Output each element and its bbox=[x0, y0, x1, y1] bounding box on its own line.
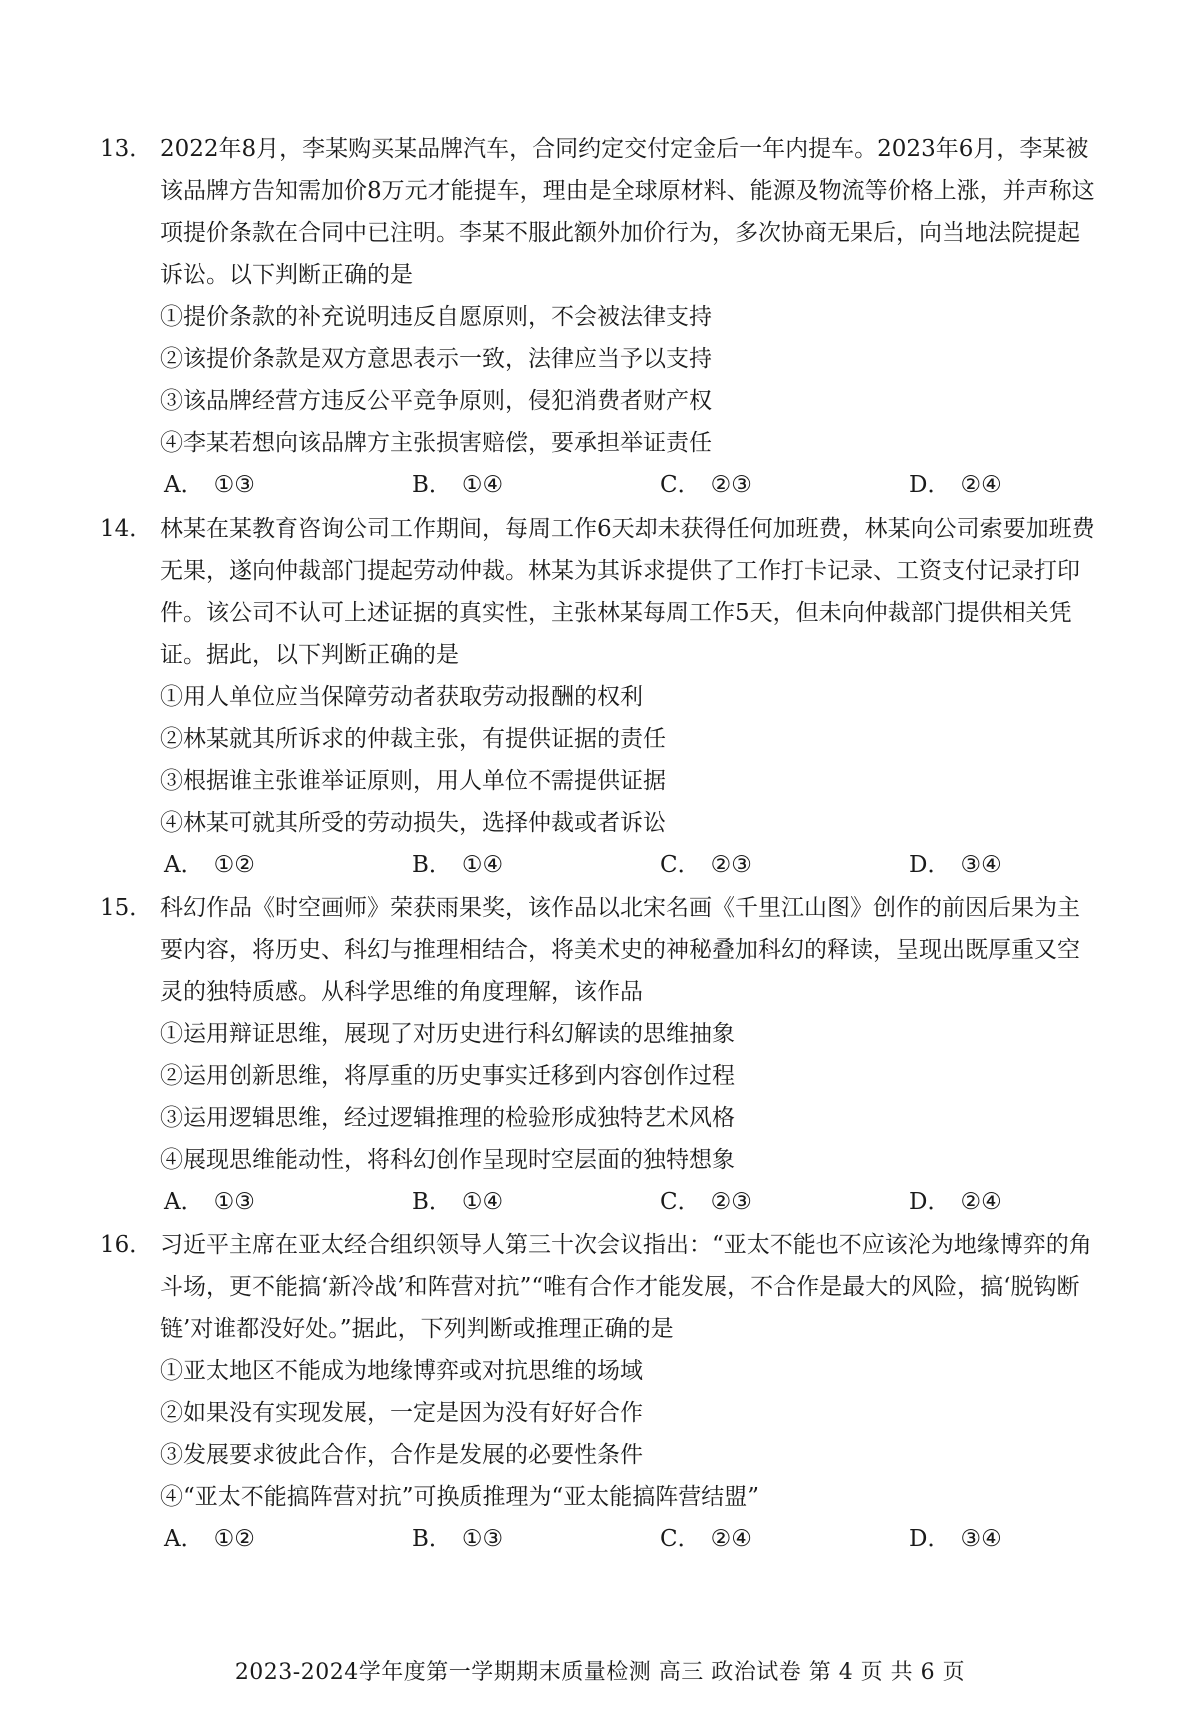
question-stem: 习近平主席在亚太经合组织领导人第三十次会议指出：“亚太不能也不应该沦为地缘博弈的角斗场，更不能搞‘新冷战’和阵营对抗”“唯有合作才能发展，不合作是最大的风险，搞‘脱钩断链’对谁都没好处。”据此，下列判断或推理正确的是 bbox=[160, 1232, 1092, 1342]
statement-2: ②如果没有实现发展，一定是因为没有好好合作 bbox=[160, 1400, 643, 1426]
statement-1: ①提价条款的补充说明违反自愿原则，不会被法律支持 bbox=[160, 304, 712, 330]
statement-1: ①运用辩证思维，展现了对历史进行科幻解读的思维抽象 bbox=[160, 1021, 735, 1047]
question-15 bbox=[100, 887, 1100, 1223]
statement-2: ②林某就其所诉求的仲裁主张，有提供证据的责任 bbox=[160, 726, 666, 752]
statement-4: ④林某可就其所受的劳动损失，选择仲裁或者诉讼 bbox=[160, 810, 666, 836]
choice-c[interactable]: C． ②③ bbox=[660, 852, 752, 878]
choice-b[interactable]: B． ①④ bbox=[412, 472, 504, 498]
choice-d[interactable]: D． ②④ bbox=[909, 472, 1002, 498]
statement-1: ①亚太地区不能成为地缘博弈或对抗思维的场域 bbox=[160, 1358, 643, 1384]
answer-choices bbox=[164, 464, 1100, 506]
statement-4: ④“亚太不能搞阵营对抗”可换质推理为“亚太能搞阵营结盟” bbox=[160, 1484, 760, 1510]
statement-3: ③发展要求彼此合作，合作是发展的必要性条件 bbox=[160, 1442, 643, 1468]
question-stem: 科幻作品《时空画师》荣获雨果奖，该作品以北宋名画《千里江山图》创作的前因后果为主要内容，将历史、科幻与推理相结合，将美术史的神秘叠加科幻的释读，呈现出既厚重又空灵的独特质感。从科学思维的角度理解，该作品 bbox=[160, 895, 1080, 1005]
answer-choices bbox=[164, 1518, 1100, 1560]
choice-b[interactable]: B． ①③ bbox=[412, 1526, 504, 1552]
choice-c[interactable]: C． ②③ bbox=[660, 472, 752, 498]
question-number: 16． bbox=[100, 1232, 153, 1258]
statement-1: ①用人单位应当保障劳动者获取劳动报酬的权利 bbox=[160, 684, 643, 710]
choice-b[interactable]: B． ①④ bbox=[412, 1189, 504, 1215]
question-stem: 林某在某教育咨询公司工作期间，每周工作6天却未获得任何加班费，林某向公司索要加班费无果，遂向仲裁部门提起劳动仲裁。林某为其诉求提供了工作打卡记录、工资支付记录打印件。该公司不认可上述证据的真实性，主张林某每周工作5天，但未向仲裁部门提供相关凭证。据此，以下判断正确的是 bbox=[160, 516, 1095, 668]
page-footer: 2023-2024学年度第一学期期末质量检测 高三 政治试卷 第 4 页 共 6 页 bbox=[234, 1660, 966, 1685]
question-14 bbox=[100, 508, 1100, 886]
answer-choices bbox=[164, 1181, 1100, 1223]
choice-a[interactable]: A． ①③ bbox=[164, 1189, 255, 1215]
statement-4: ④展现思维能动性，将科幻创作呈现时空层面的独特想象 bbox=[160, 1147, 735, 1173]
statement-3: ③根据谁主张谁举证原则，用人单位不需提供证据 bbox=[160, 768, 666, 794]
choice-a[interactable]: A． ①② bbox=[164, 852, 255, 878]
statement-4: ④李某若想向该品牌方主张损害赔偿，要承担举证责任 bbox=[160, 430, 712, 456]
question-number: 14． bbox=[100, 516, 153, 542]
question-stem: 2022年8月，李某购买某品牌汽车，合同约定交付定金后一年内提车。2023年6月，李某被该品牌方告知需加价8万元才能提车，理由是全球原材料、能源及物流等价格上涨，并声称这项提价条款在合同中已注明。李某不服此额外加价行为，多次协商无果后，向当地法院提起诉讼。以下判断正确的是 bbox=[160, 136, 1095, 288]
choice-c[interactable]: C． ②③ bbox=[660, 1189, 752, 1215]
choice-d[interactable]: D． ③④ bbox=[909, 852, 1002, 878]
choice-d[interactable]: D． ②④ bbox=[909, 1189, 1002, 1215]
choice-b[interactable]: B． ①④ bbox=[412, 852, 504, 878]
question-number: 13． bbox=[100, 136, 153, 162]
question-16 bbox=[100, 1224, 1100, 1560]
choice-c[interactable]: C． ②④ bbox=[660, 1526, 752, 1552]
statement-3: ③运用逻辑思维，经过逻辑推理的检验形成独特艺术风格 bbox=[160, 1105, 735, 1131]
statement-2: ②运用创新思维，将厚重的历史事实迁移到内容创作过程 bbox=[160, 1063, 735, 1089]
choice-a[interactable]: A． ①② bbox=[164, 1526, 255, 1552]
question-13 bbox=[100, 128, 1100, 506]
choice-d[interactable]: D． ③④ bbox=[909, 1526, 1002, 1552]
choice-a[interactable]: A． ①③ bbox=[164, 472, 255, 498]
answer-choices bbox=[164, 844, 1100, 886]
statement-2: ②该提价条款是双方意思表示一致，法律应当予以支持 bbox=[160, 346, 712, 372]
question-number: 15． bbox=[100, 895, 153, 921]
statement-3: ③该品牌经营方违反公平竞争原则，侵犯消费者财产权 bbox=[160, 388, 712, 414]
